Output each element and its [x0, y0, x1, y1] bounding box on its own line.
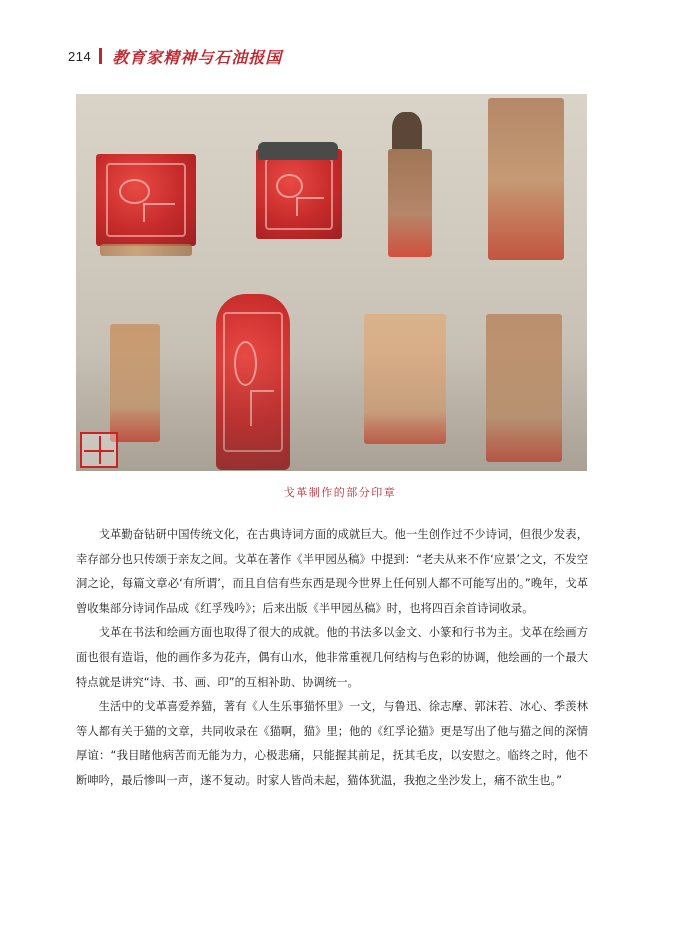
seal-top-2	[256, 149, 342, 239]
seal-top-3	[388, 149, 432, 257]
header-divider	[99, 48, 102, 64]
photo-shadow	[76, 351, 587, 471]
page-number: 214	[68, 48, 92, 64]
seal-top-1-body	[100, 244, 192, 256]
book-title: 教育家精神与石油报国	[112, 47, 283, 67]
page-header	[68, 44, 282, 68]
paragraph-2: 戈革在书法和绘画方面也取得了很大的成就。他的书法多以金文、小篆和行书为主。戈革在绘画方面也很有造诣，他的画作多为花卉，偶有山水，他非常重视几何结构与色彩的协调，他绘画的一个最大特点就是讲究“诗、书、画、印”的互相补助、协调统一。	[76, 626, 588, 689]
seal-top-3-knob	[392, 112, 422, 152]
paragraph-3: 生活中的戈革喜爱养猫，著有《人生乐事猫怀里》一文，与鲁迅、徐志摩、郭沫若、冰心、季羡林等人都有关于猫的文章，共同收录在《猫啊，猫》里；他的《红孚论猫》更是写出了他与猫之间的深情厚谊：“我目睹他病苦而无能为力，心极悲痛，只能握其前足，抚其毛皮，以安慰之。临终之时，他不断呻吟，最后惨叫一声，遂不复动。时家人皆尚未起，猫体犹温，我抱之坐沙发上，痛不欲生也。”	[76, 700, 588, 787]
seal-top-2-knob	[258, 142, 338, 160]
red-seal-stamp	[80, 432, 118, 468]
paragraph-1: 戈革勤奋钻研中国传统文化，在古典诗词方面的成就巨大。他一生创作过不少诗词，但很少发表，幸存部分也只传颂于亲友之间。戈革在著作《半甲园丛稿》中提到：“老夫从来不作‘应景’之文，不发空洞之论，每篇文章必‘有所谓’，而且自信有些东西是现今世界上任何别人都不可能写出的。”晚年，戈革曾收集部分诗词作品成《红孚残吟》；后来出版《半甲园丛稿》时，也将四百余首诗词收录。	[76, 528, 588, 615]
seal-top-1	[96, 154, 196, 246]
figure-caption: 戈革制作的部分印章	[283, 486, 397, 499]
seal-top-4	[488, 98, 564, 260]
body-text	[76, 523, 588, 794]
seals-photo	[76, 94, 587, 471]
